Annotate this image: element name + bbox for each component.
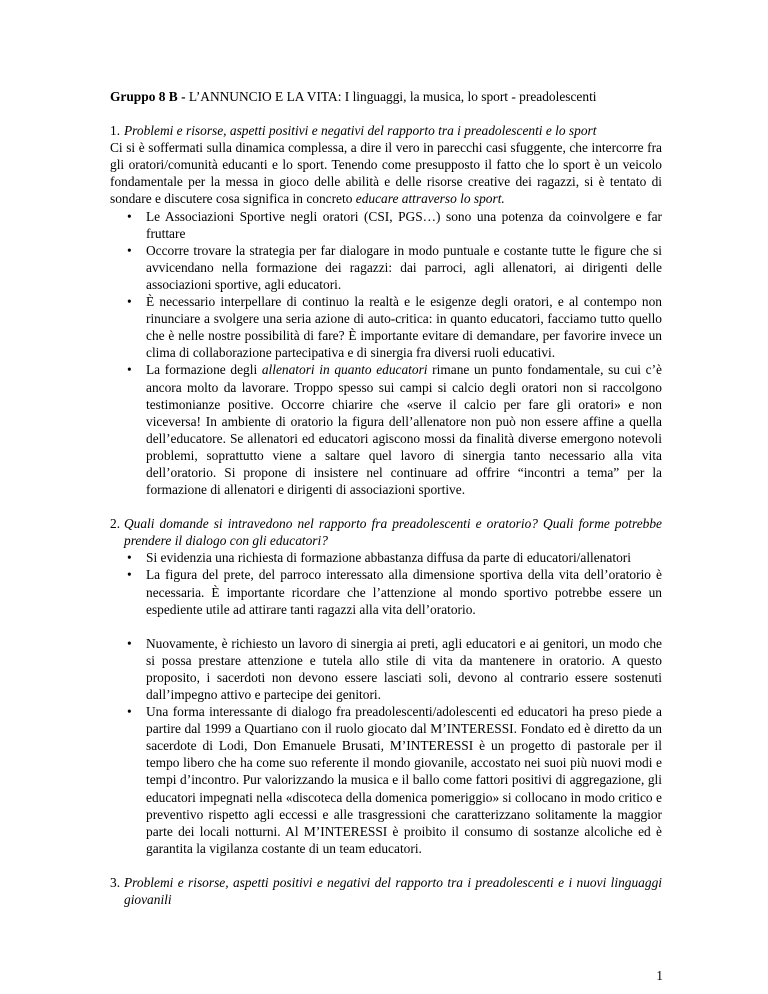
title-group-label: Gruppo 8 B - <box>110 89 186 104</box>
list-item: • È necessario interpellare di continuo la realtà e le esigenze degli oratori, e al contempo non rinunciare a svolgere una seria azione di auto-critica: in quanto educatori, facciamo tutto quello che è nelle nostre possibilità di fare? È importante evitare di demandare, per favorire invece un clima di collaborazione partecipativa e di sinergia fra diversi ruoli educativi. <box>146 293 662 361</box>
section-heading <box>110 874 662 908</box>
list-item: • Una forma interessante di dialogo fra preadolescenti/adolescenti ed educatori ha preso piede a partire dal 1999 a Quartiano con il ruolo giocato dal M’INTERESSI. Fondato ed è diretto da un sacerdote di Lodi, Don Emanuele Brusati, M’INTERESSI è un progetto di pastorale per il tempo libero che ha come suo referente il mondo giovanile, accostato nei suoi più nuovi modi e tempi d’incontro. Pur valorizzando la musica e il ballo come fattori positivi di aggregazione, gli educatori impegnati nella «discoteca della domenica pomeriggio» si collocano in modo critico e preventivo rispetto agli eccessi e alle trasgressioni che caratterizzano solitamente la maggior parte dei locali notturni. Al M’INTERESSI è proibito il consumo di sostanze alcoliche ed è garantita la vigilanza costante di un team educatori. <box>146 703 662 857</box>
list-item: • La figura del prete, del parroco interessato alla dimensione sportiva della vita dell’oratorio è necessaria. È importante ricordare che l’attenzione al mondo sportivo potrebbe essere un espediente utile ad attirare tanti ragazzi alla vita dell’oratorio. <box>146 566 662 617</box>
section-2 <box>110 515 662 857</box>
item-text: rimane un punto fondamentale, su cui c’è ancora molto da lavorare. Troppo spesso sui campi si calcio degli oratori non si raccolgono testimonianze positive. Occorre chiarire che «serve il calcio per fare gli oratori» e non viceversa! In ambiente di oratorio la figura dell’allenatore non può non essere affine a quella dell’educatore. Se allenatori ed educatori agiscono mossi da finalità diverse emergono notevoli problemi, soprattutto viene a saltare quel lavoro di sinergia tanto necessario alla vita dell’oratorio. Si propone di insistere nel continuare ad offrire “incontri a tema” per la formazione di allenatori e dirigenti di associazioni sportive. <box>146 362 662 498</box>
section-3 <box>110 874 662 908</box>
document-page <box>110 88 662 925</box>
section-title: Problemi e risorse, aspetti positivi e negativi del rapporto tra i preadolescenti e lo sport <box>124 123 597 139</box>
list-item: • Occorre trovare la strategia per far dialogare in modo puntuale e costante tutte le figure che si avvicendano nella formazione dei ragazzi: dai parroci, agli allenatori, ai dirigenti delle associazioni sportive, agli educatori. <box>146 242 662 293</box>
bullet-list <box>110 549 662 617</box>
section-title: Quali domande si intravedono nel rapporto fra preadolescenti e oratorio? Quali forme potrebbe prendere il dialogo con gli educatori? <box>124 516 662 549</box>
title-text: L’ANNUNCIO E LA VITA: I linguaggi, la musica, lo sport - preadolescenti <box>185 89 597 104</box>
section-heading <box>110 515 662 549</box>
intro-emphasis: educare attraverso lo sport. <box>355 191 505 207</box>
section-1 <box>110 122 662 498</box>
item-text: La formazione degli <box>146 362 262 378</box>
intro-text: Ci si è soffermati sulla dinamica complessa, a dire il vero in parecchi casi sfuggente, che intercorre fra gli oratori/comunità educanti e lo sport. Tenendo come presupposto il fatto che lo sport è un veicolo fondamentale per la messa in gioco delle abilità e delle risorse creative dei ragazzi, si è tentato di sondare e discutere cosa significa in concreto <box>110 140 662 207</box>
section-heading <box>110 122 662 139</box>
bullet-list <box>110 635 662 857</box>
list-item: • Nuovamente, è richiesto un lavoro di sinergia ai preti, agli educatori e ai genitori, un modo che si possa prestare attenzione e tutela allo stile di vita da mantenere in oratorio. A questo proposito, i sacerdoti non devono essere lasciati soli, devono al contrario essere sostenuti dall’impegno attivo e partecipe dei genitori. <box>146 635 662 703</box>
section-number: 3. <box>110 874 121 890</box>
list-item: • Le Associazioni Sportive negli oratori (CSI, PGS…) sono una potenza da coinvolgere e far fruttare <box>146 208 662 242</box>
list-item: • Si evidenzia una richiesta di formazione abbastanza diffusa da parte di educatori/allenatori <box>146 549 662 566</box>
section-number: 2. <box>110 516 121 532</box>
section-title: Problemi e risorse, aspetti positivi e negativi del rapporto tra i preadolescenti e i nuovi linguaggi giovanili <box>124 874 662 908</box>
item-emphasis: allenatori in quanto educatori <box>261 362 428 378</box>
section-intro <box>110 139 662 207</box>
document-title <box>110 88 662 105</box>
spacer <box>110 618 662 635</box>
list-item <box>146 361 662 498</box>
section-number: 1. <box>110 123 121 139</box>
bullet-list <box>110 208 662 499</box>
page-number: 1 <box>656 968 663 983</box>
